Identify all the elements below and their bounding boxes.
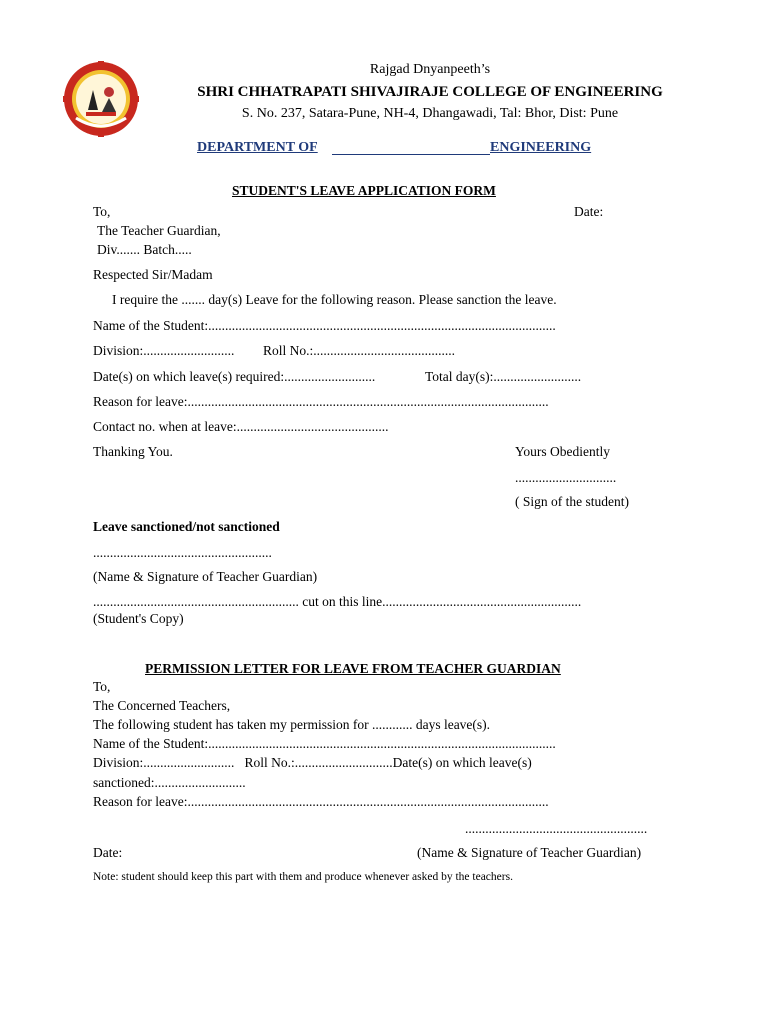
request-text: I require the ....... day(s) Leave for the following reason. Please sanction the leave. bbox=[112, 292, 557, 307]
teacher-sign-label: (Name & Signature of Teacher Guardian) bbox=[93, 569, 318, 584]
student-name-field: Name of the Student:....................................................................................................... bbox=[93, 318, 556, 333]
student-sign-label: ( Sign of the student) bbox=[515, 494, 629, 509]
total-days-field: Total day(s):.......................... bbox=[425, 369, 582, 384]
college-address: S. No. 237, Satara-Pune, NH-4, Dhangawadi, Tal: Bhor, Dist: Pune bbox=[241, 106, 619, 121]
permission-sign-line: ...................................................... bbox=[465, 821, 648, 836]
college-name: SHRI CHHATRAPATI SHIVAJIRAJE COLLEGE OF ENGINEERING bbox=[197, 84, 663, 100]
permission-division-line: Division:........................... Roll No.:.............................Date(s) on which leave(s) bbox=[93, 755, 532, 770]
dates-required-field: Date(s) on which leave(s) required:........................... bbox=[93, 369, 376, 384]
permission-student-name: Name of the Student:....................................................................................................... bbox=[93, 736, 556, 751]
salutation: Respected Sir/Madam bbox=[93, 267, 213, 282]
sanction-label: Leave sanctioned/not sanctioned bbox=[93, 519, 280, 534]
note-text: Note: student should keep this part with them and produce whenever asked by the teachers. bbox=[93, 871, 513, 883]
permission-body: The following student has taken my permission for ............ days leave(s). bbox=[93, 717, 491, 732]
department-label: DEPARTMENT OF bbox=[197, 140, 318, 155]
div-batch: Div....... Batch..... bbox=[97, 242, 192, 257]
department-suffix: ENGINEERING bbox=[490, 140, 592, 155]
thanking-text: Thanking You. bbox=[93, 444, 173, 459]
student-sign-line: .............................. bbox=[515, 470, 617, 485]
permission-date: Date: bbox=[93, 845, 123, 860]
permission-addressee: The Concerned Teachers, bbox=[93, 698, 231, 713]
date-label: Date: bbox=[574, 204, 604, 219]
addressee: The Teacher Guardian, bbox=[97, 223, 221, 238]
students-copy-label: (Student's Copy) bbox=[93, 611, 184, 626]
teacher-sign-line: ..................................................... bbox=[93, 545, 272, 560]
trust-name: Rajgad Dnyanpeeth’s bbox=[369, 62, 491, 77]
reason-field: Reason for leave:........................................................................................................... bbox=[93, 394, 549, 409]
permission-reason: Reason for leave:........................................................................................................... bbox=[93, 794, 549, 809]
roll-no-field: Roll No.:.......................................... bbox=[263, 343, 456, 358]
to-label: To, bbox=[93, 204, 111, 219]
form-title: STUDENT'S LEAVE APPLICATION FORM bbox=[232, 183, 496, 198]
department-blank bbox=[332, 140, 490, 155]
permission-title: PERMISSION LETTER FOR LEAVE FROM TEACHER GUARDIAN bbox=[145, 661, 561, 676]
permission-teacher-label: (Name & Signature of Teacher Guardian) bbox=[417, 845, 642, 860]
permission-sanctioned: sanctioned:........................... bbox=[93, 775, 246, 790]
yours-obediently: Yours Obediently bbox=[515, 444, 611, 459]
contact-field: Contact no. when at leave:............................................. bbox=[93, 419, 389, 434]
cut-line: ............................................................. cut on this line........................................................... bbox=[93, 594, 582, 609]
permission-to: To, bbox=[93, 679, 111, 694]
division-field: Division:........................... bbox=[93, 343, 235, 358]
